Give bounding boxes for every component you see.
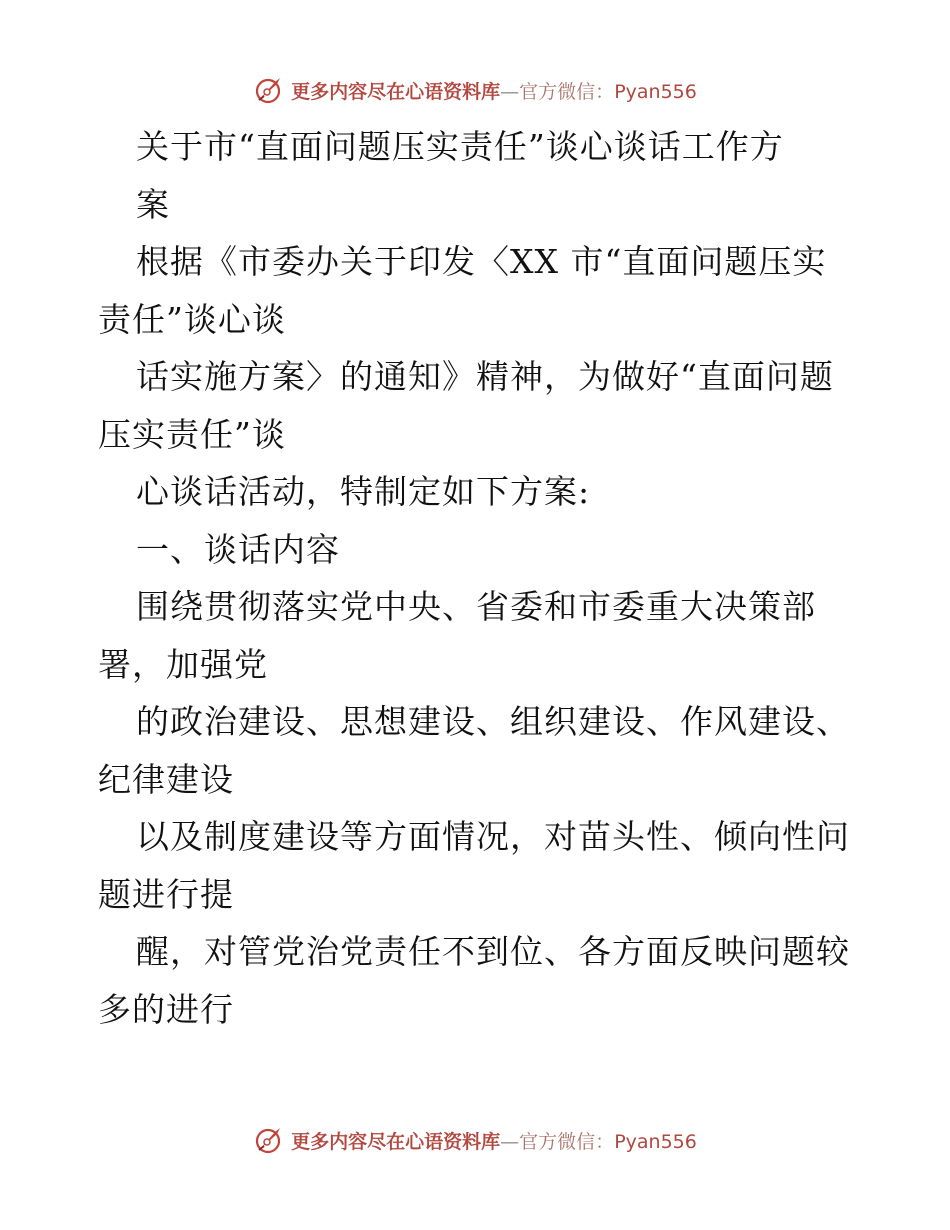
- doc-paragraph-line: 的政治建设、思想建设、组织建设、作风建设、: [136, 702, 850, 741]
- doc-paragraph-line: 多的进行: [98, 989, 234, 1029]
- banner-handle: Pyan556: [614, 80, 697, 103]
- doc-paragraph-line: 纪律建设: [98, 759, 234, 799]
- banner-text: [291, 1127, 697, 1154]
- header-banner: [0, 70, 950, 110]
- quill-pen-logo-icon: [253, 1124, 285, 1156]
- document-body: [98, 118, 878, 1038]
- doc-paragraph-line: 根据《市委办关于印发〈XX 市“直面问题压实: [136, 242, 827, 281]
- doc-paragraph-line: 题进行提: [98, 874, 234, 914]
- banner-dash: —: [500, 1130, 520, 1153]
- doc-title-line-1: 关于市“直面问题压实责任”谈心谈话工作方: [136, 127, 784, 166]
- doc-paragraph-line: 醒，对管党治党责任不到位、各方面反映问题较: [136, 932, 850, 971]
- banner-text: [291, 77, 697, 104]
- banner-library-text: 更多内容尽在心语资料库: [291, 1130, 501, 1153]
- banner-official-label: 官方微信：: [519, 80, 615, 103]
- doc-section-heading: 一、谈话内容: [136, 529, 340, 569]
- doc-paragraph-line: 压实责任”谈: [98, 414, 286, 454]
- doc-title-line-2: 案: [136, 184, 170, 224]
- doc-paragraph-line: 围绕贯彻落实党中央、省委和市委重大决策部: [136, 587, 816, 626]
- banner-library-text: 更多内容尽在心语资料库: [291, 80, 501, 103]
- footer-banner: [0, 1120, 950, 1160]
- doc-paragraph-line: 话实施方案〉的通知》精神，为做好“直面问题: [136, 357, 834, 396]
- quill-pen-logo-icon: [253, 74, 285, 106]
- banner-handle: Pyan556: [614, 1130, 697, 1153]
- doc-paragraph-line: 署，加强党: [98, 644, 268, 684]
- doc-paragraph-line: 以及制度建设等方面情况，对苗头性、倾向性问: [136, 817, 850, 856]
- doc-paragraph-line: 责任”谈心谈: [98, 299, 286, 339]
- banner-official-label: 官方微信：: [519, 1130, 615, 1153]
- banner-dash: —: [500, 80, 520, 103]
- doc-paragraph-line: 心谈话活动，特制定如下方案:: [136, 472, 591, 511]
